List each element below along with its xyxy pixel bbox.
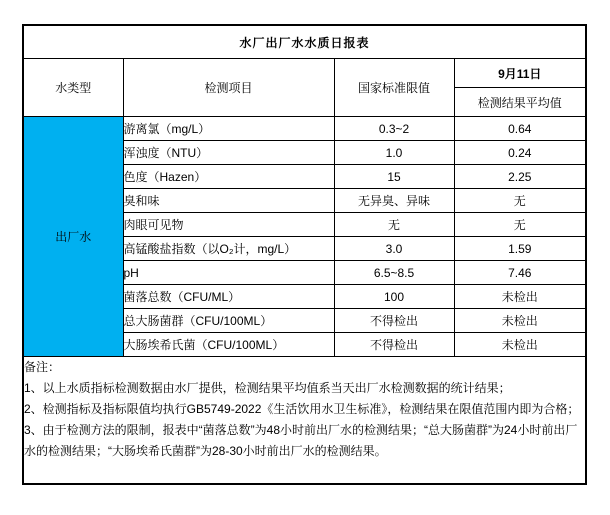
cell-standard: 3.0 — [334, 237, 454, 261]
note-line-1: 1、以上水质指标检测数据由水厂提供，检测结果平均值系当天出厂水检测数据的统计结果； — [24, 381, 511, 395]
cell-item: 臭和味 — [123, 189, 334, 213]
cell-item: 浑浊度（NTU） — [123, 141, 334, 165]
cell-result: 未检出 — [454, 285, 586, 309]
cell-result: 2.25 — [454, 165, 586, 189]
cell-standard: 无 — [334, 213, 454, 237]
table-row — [23, 117, 586, 141]
cell-item: 肉眼可见物 — [123, 213, 334, 237]
cell-result: 0.64 — [454, 117, 586, 141]
title-row — [23, 25, 586, 59]
cell-result: 0.24 — [454, 141, 586, 165]
cell-result: 7.46 — [454, 261, 586, 285]
cell-item: 大肠埃希氏菌（CFU/100ML） — [123, 333, 334, 357]
cell-standard: 1.0 — [334, 141, 454, 165]
col-header-standard: 国家标准限值 — [334, 59, 454, 117]
note-line-3: 3、由于检测方法的限制，报表中“菌落总数”为48小时前出厂水的检测结果；“总大肠菌群”为24小时前出厂水的检测结果；“大肠埃希氏菌群”为28-30小时前出厂水的检测结果。 — [24, 423, 578, 458]
col-header-date: 9月11日 — [454, 59, 586, 88]
cell-item: 总大肠菌群（CFU/100ML） — [123, 309, 334, 333]
col-header-result-avg: 检测结果平均值 — [454, 88, 586, 117]
cell-item: 游离氯（mg/L） — [123, 117, 334, 141]
notes-label: 备注： — [24, 360, 61, 374]
cell-standard: 100 — [334, 285, 454, 309]
notes-cell — [23, 357, 586, 485]
water-quality-table — [22, 24, 587, 485]
cell-item: 色度（Hazen） — [123, 165, 334, 189]
cell-item: 高锰酸盐指数（以O₂计，mg/L） — [123, 237, 334, 261]
cell-item: pH — [123, 261, 334, 285]
cell-item: 菌落总数（CFU/ML） — [123, 285, 334, 309]
water-type-cell: 出厂水 — [23, 117, 123, 357]
header-row — [23, 59, 586, 88]
cell-result: 未检出 — [454, 333, 586, 357]
cell-result: 无 — [454, 213, 586, 237]
cell-result: 未检出 — [454, 309, 586, 333]
col-header-test-item: 检测项目 — [123, 59, 334, 117]
notes-row — [23, 357, 586, 485]
cell-standard: 不得检出 — [334, 333, 454, 357]
note-line-2: 2、检测指标及指标限值均执行GB5749-2022《生活饮用水卫生标准》，检测结果在限值范围内即为合格； — [24, 402, 580, 416]
cell-standard: 6.5~8.5 — [334, 261, 454, 285]
cell-standard: 不得检出 — [334, 309, 454, 333]
cell-standard: 0.3~2 — [334, 117, 454, 141]
cell-standard: 15 — [334, 165, 454, 189]
cell-standard: 无异臭、异味 — [334, 189, 454, 213]
col-header-water-type: 水类型 — [23, 59, 123, 117]
cell-result: 无 — [454, 189, 586, 213]
cell-result: 1.59 — [454, 237, 586, 261]
page-title: 水厂出厂水水质日报表 — [23, 25, 586, 59]
